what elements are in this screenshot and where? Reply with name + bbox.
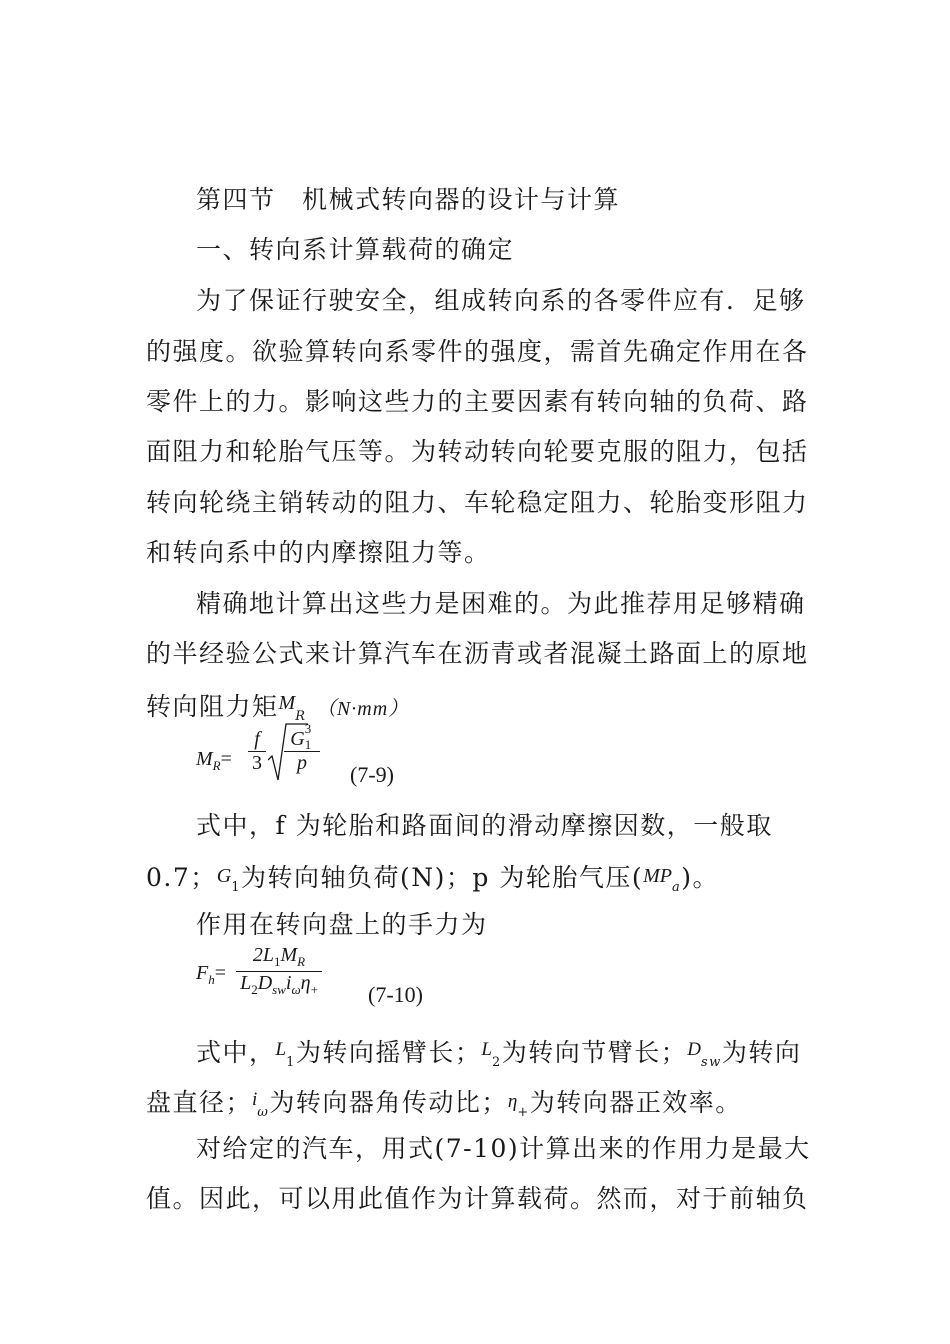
symbol: i — [252, 1089, 258, 1110]
paragraph-line: 值。因此，可以用此值作为计算载荷。然而，对于前轴负 — [146, 1184, 809, 1213]
paragraph-line — [196, 1035, 866, 1078]
paragraph-line: 和转向系中的内摩擦阻力等。 — [146, 538, 491, 567]
numerator-a: 2L — [252, 944, 274, 966]
symbol: L — [481, 1039, 492, 1060]
paragraph-line — [146, 1085, 816, 1128]
paragraph-line: 转向轮绕主销转动的阻力、车轮稳定阻力、轮胎变形阻力 — [146, 488, 809, 517]
denominator-c: i — [285, 972, 292, 994]
text-run: 式中， — [196, 1038, 276, 1067]
paragraph-line — [146, 688, 816, 732]
text-run: 为转向节臂长； — [501, 1038, 688, 1067]
paragraph-line: 式中，f 为轮胎和路面间的滑动摩擦因数，一般取 — [196, 811, 773, 840]
unit: （N·mm） — [315, 698, 410, 720]
eq-equals: = — [214, 962, 226, 984]
paragraph-line: 为了保证行驶安全，组成转向系的各零件应有．足够 — [196, 286, 806, 315]
numerator-b-sub: R — [297, 954, 306, 969]
symbol: G — [216, 865, 232, 887]
radical-fraction — [284, 721, 320, 775]
text-run: )。 — [681, 863, 720, 892]
text-run: 为转向器角传动比； — [269, 1088, 508, 1117]
text-run: 为转向 — [721, 1038, 802, 1067]
symbol-subscript: 1 — [231, 880, 241, 895]
equation-number: (7-9) — [350, 762, 394, 787]
unit-symbol: MP — [643, 865, 672, 887]
text-run: 为转向轴负荷(N)；p 为轮胎气压( — [241, 863, 644, 892]
paragraph-line: 的强度。欲验算转向系零件的强度，需首先确定作用在各 — [146, 337, 809, 366]
paragraph-line: 对给定的汽车，用式(7-10)计算出来的作用力是最大 — [196, 1134, 811, 1163]
radical-numerator-sub: 1 — [304, 737, 312, 752]
radical-numerator: G — [290, 728, 305, 750]
text-run: 为转向器正效率。 — [529, 1088, 742, 1117]
paragraph-line: 作用在转向盘上的手力为 — [196, 910, 488, 939]
text-run: 为转向摇臂长； — [295, 1038, 482, 1067]
paragraph-line: 的半经验公式来计算汽车在沥青或者混凝土路面上的原地 — [146, 639, 809, 668]
symbol-subscript: 2 — [491, 1055, 502, 1070]
symbol-subscript: 1 — [286, 1055, 296, 1070]
paragraph-line — [146, 861, 816, 903]
paragraph-line: 精确地计算出这些力是困难的。为此推荐用足够精确 — [196, 589, 806, 618]
symbol: M — [278, 692, 296, 714]
symbol-subscript: + — [517, 1105, 530, 1120]
eq-lhs: F — [196, 962, 209, 984]
eq-equals: = — [220, 748, 232, 770]
radical-denominator: p — [297, 752, 307, 774]
denominator-a-sub: 2 — [251, 982, 258, 997]
subsection-title: 一、转向系计算载荷的确定 — [196, 235, 515, 264]
denominator-d-sub: + — [310, 982, 318, 997]
denominator-c-sub: ω — [291, 982, 301, 997]
eq-lhs: M — [196, 748, 213, 770]
text-run: 转向阻力矩 — [146, 692, 279, 721]
numerator-a-sub: 1 — [274, 954, 281, 969]
radical-numerator-sup: 3 — [304, 721, 312, 736]
paragraph-line: 面阻力和轮胎气压等。为转动转向轮要克服的阻力，包括 — [146, 437, 809, 466]
denominator-b: D — [257, 972, 273, 994]
fraction — [248, 728, 266, 775]
symbol: η — [507, 1091, 518, 1112]
unit-subscript: a — [671, 880, 682, 895]
numerator-b: M — [280, 944, 298, 966]
denominator-d: η — [300, 972, 311, 994]
symbol: L — [275, 1039, 287, 1060]
fraction-numerator: f — [248, 728, 266, 752]
denominator-a: L — [240, 972, 252, 994]
fraction-denominator: 3 — [252, 752, 262, 774]
paragraph-line: 零件上的力。影响这些力的主要因素有转向轴的负荷、路 — [146, 387, 809, 416]
denominator-b-sub: sw — [272, 982, 286, 997]
eq-lhs-sub: h — [208, 972, 215, 987]
symbol-subscript: R — [295, 709, 307, 724]
fraction — [236, 944, 322, 998]
symbol-subscript: sw — [701, 1055, 722, 1070]
eq-lhs-sub: R — [212, 758, 221, 773]
section-title: 第四节 机械式转向器的设计与计算 — [196, 185, 621, 214]
text-run: 盘直径； — [146, 1088, 253, 1117]
text-run: 0.7； — [146, 863, 217, 892]
symbol: D — [687, 1039, 701, 1060]
symbol-subscript: ω — [257, 1105, 270, 1120]
equation-number: (7-10) — [368, 982, 423, 1007]
